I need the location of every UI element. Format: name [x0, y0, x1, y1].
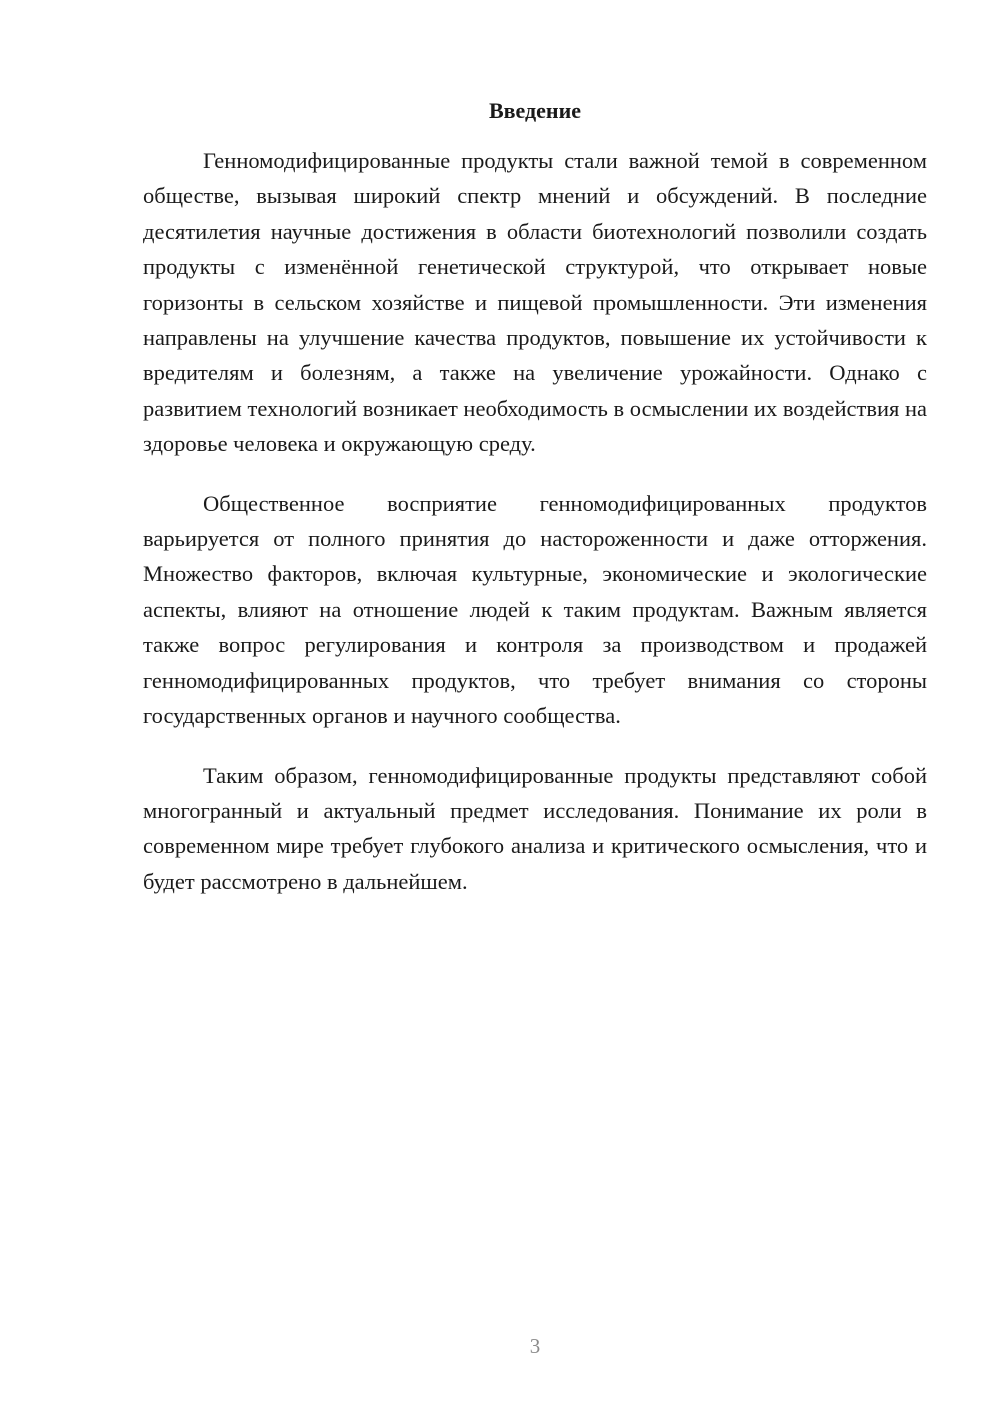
paragraph-3: Таким образом, генномодифицированные продукты представляют собой многогранный и актуальный предмет исследования. Понимание их роли в современном мире требует глубокого анализа и критического осмысления, что и будет рассмотрено в дальнейшем. [143, 762, 927, 894]
paragraph-1: Генномодифицированные продукты стали важной темой в современном обществе, вызывая широкий спектр мнений и обсуждений. В последние десятилетия научные достижения в области биотехнологий позволили создать продукты с изменённой генетической структурой, что открывает новые горизонты в сельском хозяйстве и пищевой промышленности. Эти изменения направлены на улучшение качества продуктов, повышение их устойчивости к вредителям и болезням, а также на увеличение урожайности. Однако с развитием технологий возникает необходимость в осмыслении их воздействия на здоровье человека и окружающую среду. [143, 148, 927, 457]
page-title: Введение [488, 98, 582, 123]
document-body [143, 143, 927, 923]
page-number: 3 [529, 1334, 541, 1358]
paragraph-2: Общественное восприятие генномодифицированных продуктов варьируется от полного принятия до настороженности и даже отторжения. Множество факторов, включая культурные, экономические и экологические аспекты, влияют на отношение людей к таким продуктам. Важным является также вопрос регулирования и контроля за производством и продажей генномодифицированных продуктов, что требует внимания со стороны государственных органов и научного сообщества. [143, 490, 927, 729]
